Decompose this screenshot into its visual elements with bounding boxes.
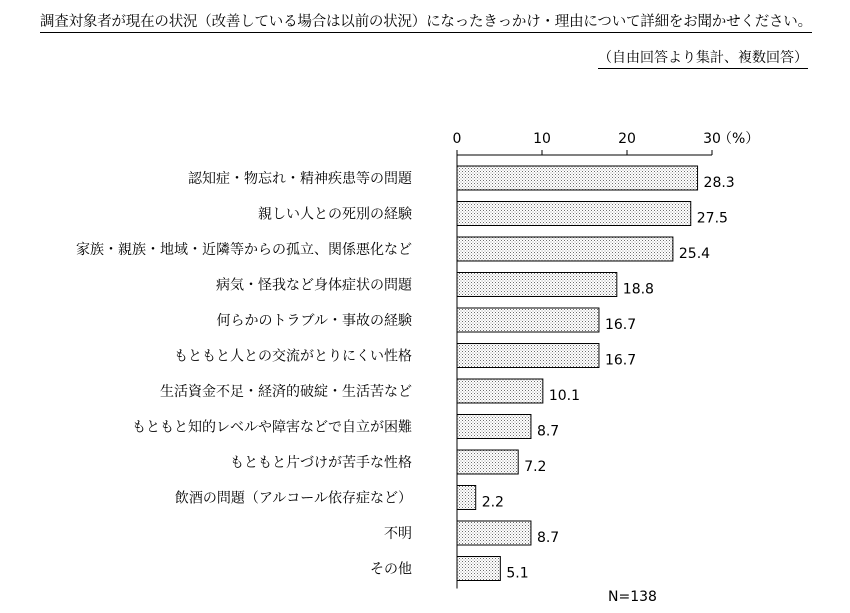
bar	[457, 273, 617, 297]
x-tick-label: 30	[703, 131, 721, 147]
category-label: 不明	[384, 526, 412, 542]
category-label: 病気・怪我など身体症状の問題	[216, 277, 412, 294]
bar	[457, 166, 698, 190]
x-tick-label: 10	[533, 131, 551, 147]
bar	[457, 237, 673, 261]
value-label: 7.2	[524, 459, 547, 475]
value-label: 10.1	[548, 388, 581, 404]
value-label: 27.5	[696, 210, 728, 227]
chart-note: （自由回答より集計、複数回答）	[598, 47, 808, 69]
bar	[457, 202, 691, 226]
x-tick-label: 20	[618, 131, 636, 147]
category-label: もともと知的レベルや障害などで自立が困難	[132, 419, 412, 436]
bar	[457, 379, 543, 403]
bar	[457, 415, 531, 439]
x-tick-label: 0	[452, 131, 462, 147]
bar	[457, 344, 599, 368]
value-label: 25.4	[678, 246, 711, 262]
value-label: 16.7	[604, 317, 637, 333]
value-label: 16.7	[604, 352, 637, 369]
category-label: 生活資金不足・経済的破綻・生活苦など	[160, 384, 412, 400]
value-label: 8.7	[536, 530, 560, 546]
sample-size-label: N=138	[608, 589, 657, 605]
x-unit-label: （%）	[718, 131, 760, 147]
chart-title: 調査対象者が現在の状況（改善している場合は以前の状況）になったきっかけ・理由について詳細をお聞かせください。	[40, 10, 812, 33]
category-label: もともと片づけが苦手な性格	[230, 455, 412, 471]
value-label: 5.1	[506, 565, 529, 582]
category-label: 家族・親族・地域・近隣等からの孤立、関係悪化など	[76, 242, 412, 258]
bar	[457, 486, 476, 510]
category-label: 親しい人との死別の経験	[258, 206, 412, 223]
category-label: 認知症・物忘れ・精神疾患等の問題	[188, 171, 412, 187]
category-label: その他	[370, 561, 412, 578]
category-label: 飲酒の問題（アルコール依存症など）	[174, 490, 412, 507]
bar	[457, 308, 599, 332]
category-label: もともと人との交流がとりにくい性格	[174, 348, 412, 365]
value-label: 8.7	[536, 423, 560, 440]
bar	[457, 557, 500, 581]
value-label: 28.3	[703, 175, 735, 191]
value-label: 2.2	[481, 494, 504, 511]
value-label: 18.8	[622, 281, 654, 298]
bar	[457, 450, 518, 474]
bar	[457, 521, 531, 545]
category-label: 何らかのトラブル・事故の経験	[216, 313, 412, 329]
